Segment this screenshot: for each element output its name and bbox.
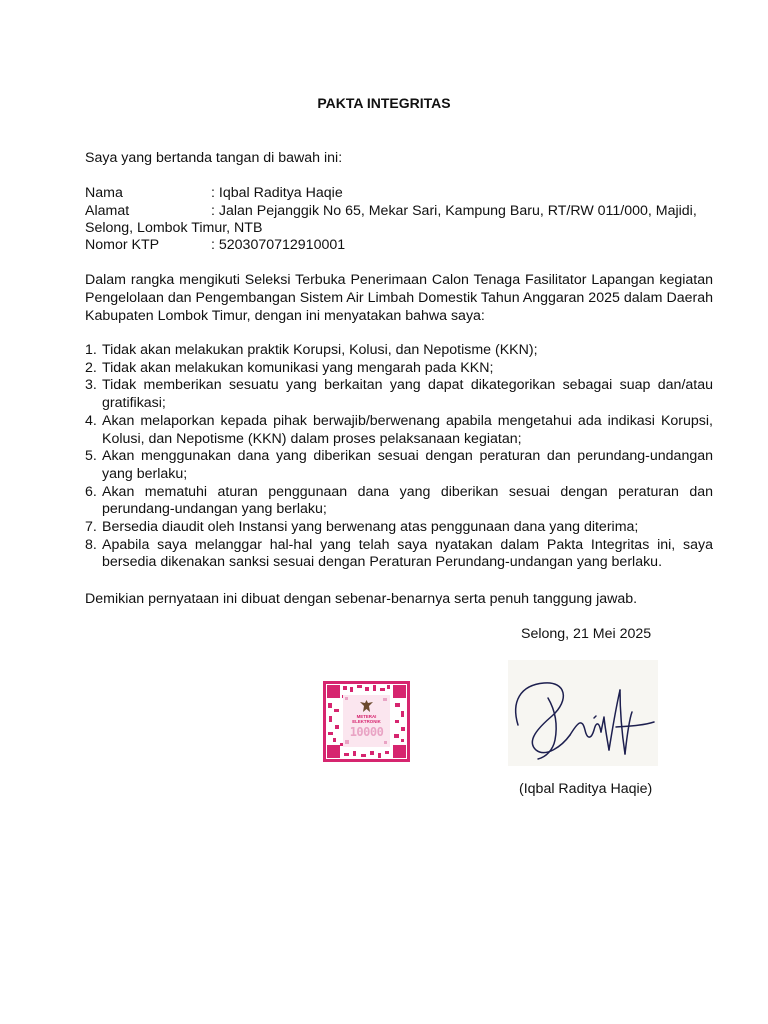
address-label: Alamat: [85, 203, 130, 219]
document-title: PAKTA INTEGRITAS: [317, 95, 451, 111]
signatory-name: (Iqbal Raditya Haqie): [519, 781, 653, 797]
list-item: 8. Apabila saya melanggar hal-hal yang telah saya nyatakan dalam Pakta Integritas ini, saya bersedia dikenakan sanksi sesuai dengan Peraturan Perundang-undangan yang berlaku.: [85, 536, 713, 571]
name-value: : Iqbal Raditya Haqie: [211, 185, 343, 201]
list-item: 6. Akan mematuhi aturan penggunaan dana yang diberikan sesuai dengan peraturan dan perundang-undangan yang berlaku;: [85, 483, 713, 518]
stamp-label: METERAI ELEKTRONIK: [352, 714, 381, 724]
electronic-stamp: [323, 681, 410, 762]
signature: [508, 660, 658, 766]
address-value: : Jalan Pejanggik No 65, Mekar Sari, Kampung Baru, RT/RW 011/000, Majidi,: [211, 203, 697, 219]
closing-statement: Demikian pernyataan ini dibuat dengan sebenar-benarnya serta penuh tanggung jawab.: [85, 591, 638, 607]
list-item: 2. Tidak akan melakukan komunikasi yang mengarah pada KKN;: [85, 359, 494, 376]
ktp-value: : 5203070712910001: [211, 237, 346, 253]
list-item: 4. Akan melaporkan kepada pihak berwajib/berwenang apabila mengetahui ada indikasi Korupsi, Kolusi, dan Nepotisme (KKN) dalam proses pelaksanaan kegiatan;: [85, 412, 713, 447]
commitment-list: [85, 342, 713, 572]
list-item: 1. Tidak akan melakukan praktik Korupsi, Kolusi, dan Nepotisme (KKN);: [85, 342, 538, 358]
list-item: 7. Bersedia diaudit oleh Instansi yang berwenang atas penggunaan dana yang diterima;: [85, 519, 639, 536]
garuda-emblem-icon: [359, 699, 374, 713]
place-date: Selong, 21 Mei 2025: [521, 626, 652, 642]
ktp-label: Nomor KTP: [85, 237, 160, 253]
intro-text: Saya yang bertanda tangan di bawah ini:: [85, 150, 343, 166]
address-value-continued: Selong, Lombok Timur, NTB: [85, 220, 263, 236]
name-label: Nama: [85, 185, 123, 201]
list-item: 5. Akan menggunakan dana yang diberikan sesuai dengan peraturan dan perundang-undangan yang berlaku;: [85, 448, 713, 482]
list-item: 3. Tidak memberikan sesuatu yang berkaitan yang dapat dikategorikan sebagai suap dan/atau gratifikasi;: [85, 377, 713, 412]
stamp-value: 10000: [349, 725, 384, 739]
statement-paragraph: Dalam rangka mengikuti Seleksi Terbuka Penerimaan Calon Tenaga Fasilitator Lapangan kegiatan Pengelolaan dan Pengembangan Sistem Air Limbah Domestik Tahun Anggaran 2025 dalam Daerah Kabupaten Lombok Timur, dengan ini menyatakan bahwa saya:: [85, 272, 713, 324]
